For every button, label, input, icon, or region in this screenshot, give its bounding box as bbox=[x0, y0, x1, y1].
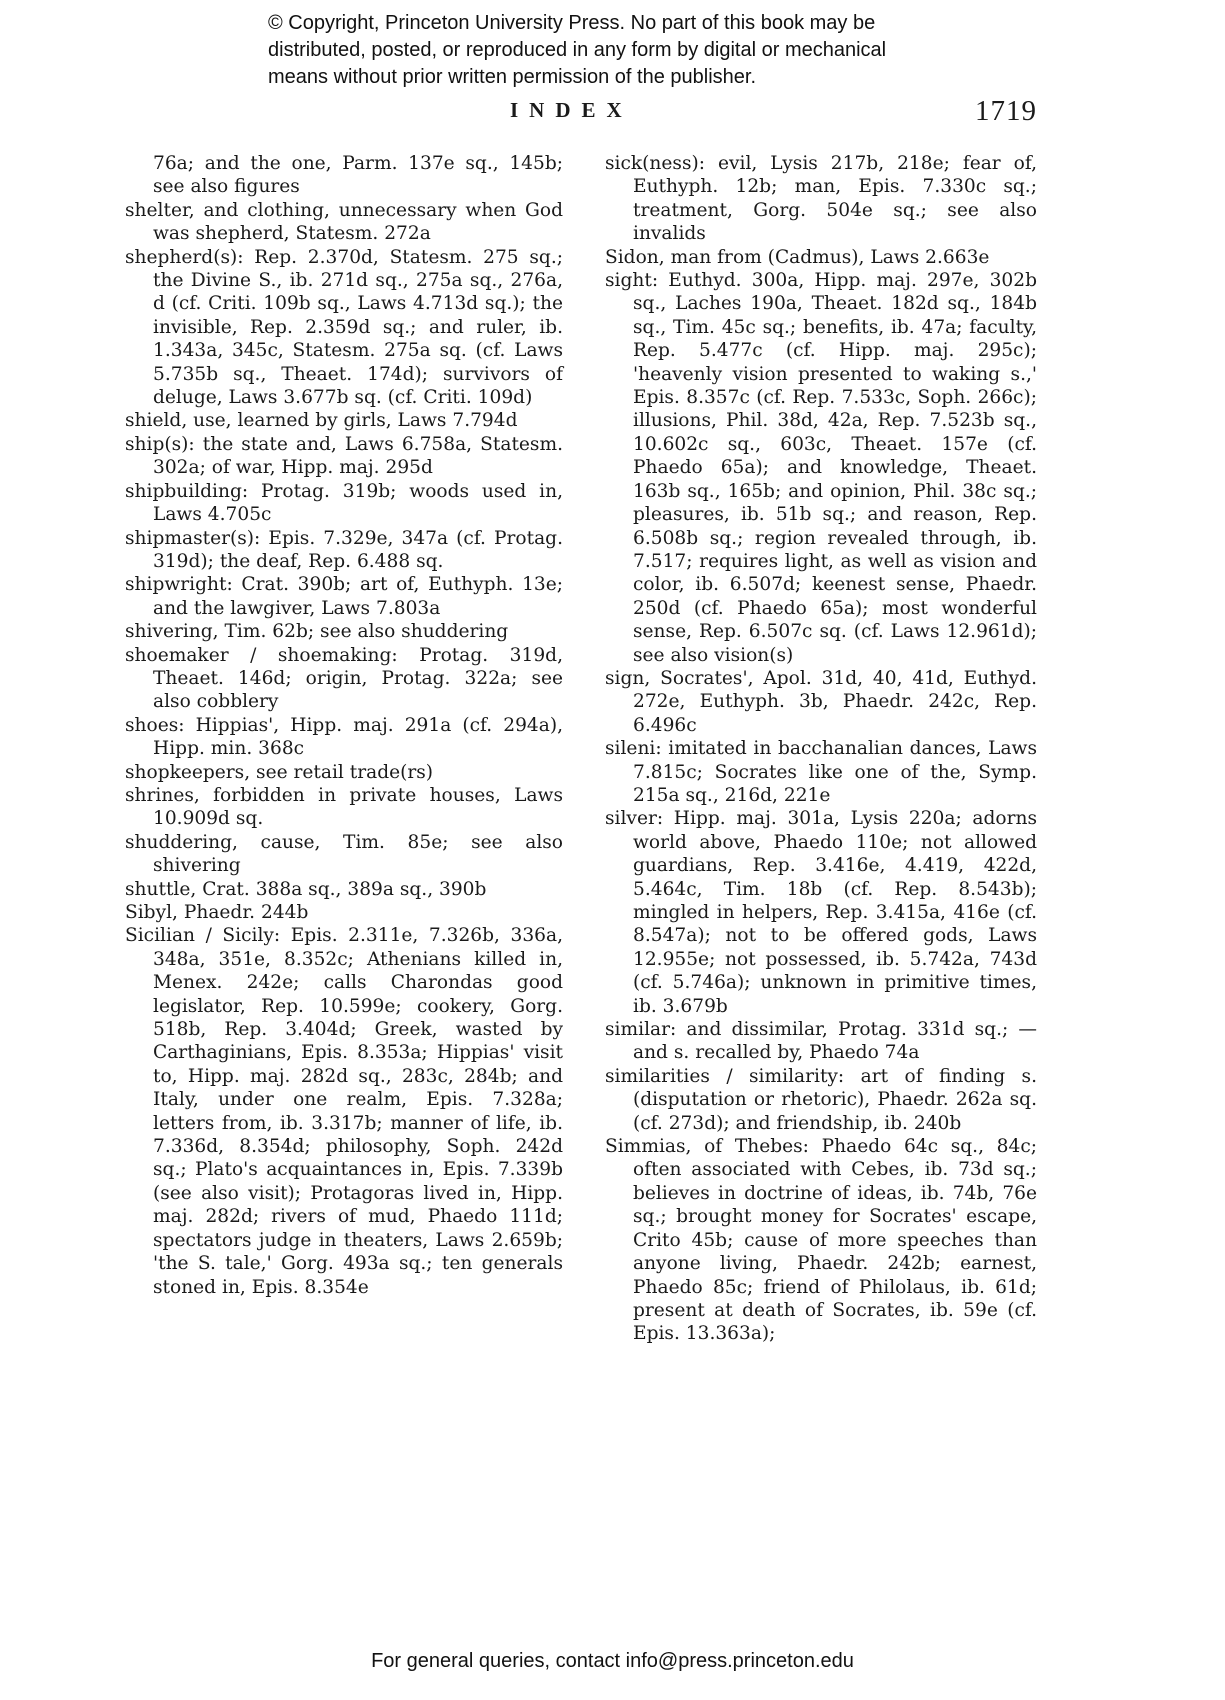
footer-contact: For general queries, contact info@press.princeton.edu bbox=[371, 1650, 854, 1672]
index-entry: sign, Socrates', Apol. 31d, 40, 41d, Euthyd. 272e, Euthyph. 3b, Phaedr. 242c, Rep. 6.496c bbox=[605, 667, 1037, 736]
index-entry: sight: Euthyd. 300a, Hipp. maj. 297e, 302b sq., Laches 190a, Theaet. 182d sq., 184b sq., Tim. 45c sq.; benefits, ib. 47a; faculty, Rep. 5.477c (cf. Hipp. maj. 295c); 'heavenly vision presented to waking s.,' Epis. 8.357c (cf. Rep. 7.533c, Soph. 266c); illusions, Phil. 38d, 42a, Rep. 7.523b sq., 10.602c sq., 603c, Theaet. 157e (cf. Phaedo 65a); and knowledge, Theaet. 163b sq., 165b; and opinion, Phil. 38c sq.; pleasures, ib. 51b sq.; and reason, Rep. 6.508b sq.; region revealed through, ib. 7.517; requires light, as well as vision and color, ib. 6.507d; keenest sense, Phaedr. 250d (cf. Phaedo 65a); most wonderful sense, Rep. 6.507c sq. (cf. Laws 12.961d); see also vision(s) bbox=[605, 270, 1037, 666]
index-entry: sick(ness): evil, Lysis 217b, 218e; fear of, Euthyph. 12b; man, Epis. 7.330c sq.; treatment, Gorg. 504e sq.; see also invalids bbox=[605, 153, 1037, 245]
index-entry: shipbuilding: Protag. 319b; woods used in, Laws 4.705c bbox=[125, 480, 563, 526]
copyright-line: © Copyright, Princeton University Press. No part of this book may be bbox=[268, 12, 876, 34]
index-entry: shelter, and clothing, unnecessary when God was shepherd, Statesm. 272a bbox=[125, 199, 563, 245]
page-title: INDEX bbox=[510, 98, 633, 122]
index-entry: silver: Hipp. maj. 301a, Lysis 220a; adorns world above, Phaedo 110e; not allowed guardians, Rep. 3.416e, 4.419, 422d, 5.464c, Tim. 18b (cf. Rep. 8.543b); mingled in helpers, Rep. 3.415a, 416e (cf. 8.547a); not to be offered gods, Laws 12.955e; not possessed, ib. 5.742a, 743d (cf. 5.746a); unknown in primitive times, ib. 3.679b bbox=[605, 808, 1037, 1017]
index-entry: shipmaster(s): Epis. 7.329e, 347a (cf. Protag. 319d); the deaf, Rep. 6.488 sq. bbox=[125, 527, 563, 572]
index-entry: Sibyl, Phaedr. 244b bbox=[125, 902, 309, 923]
index-entry: shield, use, learned by girls, Laws 7.794d bbox=[125, 410, 518, 432]
index-entry: Sicilian / Sicily: Epis. 2.311e, 7.326b, 336a, 348a, 351e, 8.352c; Athenians killed in, Menex. 242e; calls Charondas good legislator, Rep. 10.599e; cookery, Gorg. 518b, Rep. 3.404d; Greek, wasted by Carthaginians, Epis. 8.353a; Hippias' visit to, Hipp. maj. 282d sq., 283c, 284b; and Italy, under one realm, Epis. 7.328a; letters from, ib. 3.317b; manner of life, ib. 7.336d, 8.354d; philosophy, Soph. 242d sq.; Plato's acquaintances in, Epis. 7.339b (see also visit); Protagoras lived in, Hipp. maj. 282d; rivers of mud, Phaedo 111d; spectators judge in theaters, Laws 2.659b; 'the S. tale,' Gorg. 493a sq.; ten generals stoned in, Epis. 8.354e bbox=[125, 925, 563, 1298]
copyright-line: means without prior written permission of the publisher. bbox=[268, 66, 757, 88]
index-entry: 76a; and the one, Parm. 137e sq., 145b; see also figures bbox=[153, 153, 563, 198]
index-entry: shuttle, Crat. 388a sq., 389a sq., 390b bbox=[125, 878, 487, 900]
index-column-left bbox=[125, 152, 563, 1299]
copyright-line: distributed, posted, or reproduced in any form by digital or mechanical bbox=[268, 39, 887, 61]
index-column-right bbox=[605, 152, 1037, 1346]
index-entry: shoemaker / shoemaking: Protag. 319d, Theaet. 146d; origin, Protag. 322a; see also cobblery bbox=[125, 644, 563, 713]
page-number: 1719 bbox=[975, 95, 1037, 127]
index-entry: sileni: imitated in bacchanalian dances, Laws 7.815c; Socrates like one of the, Symp. 215a sq., 216d, 221e bbox=[605, 738, 1037, 806]
index-entry: shivering, Tim. 62b; see also shuddering bbox=[125, 621, 509, 643]
index-entry: Sidon, man from (Cadmus), Laws 2.663e bbox=[605, 246, 990, 268]
index-entry: shepherd(s): Rep. 2.370d, Statesm. 275 sq.; the Divine S., ib. 271d sq., 275a sq., 276a, d (cf. Criti. 109b sq., Laws 4.713d sq.); the invisible, Rep. 2.359d sq.; and ruler, ib. 1.343a, 345c, Statesm. 275a sq. (cf. Laws 5.735b sq., Theaet. 174d); survivors of deluge, Laws 3.677b sq. (cf. Criti. 109d) bbox=[125, 246, 563, 409]
running-head bbox=[0, 95, 1225, 132]
index-entry: similarities / similarity: art of finding s. (disputation or rhetoric), Phaedr. 262a sq. (cf. 273d); and friendship, ib. 240b bbox=[605, 1065, 1037, 1134]
index-entry: shrines, forbidden in private houses, Laws 10.909d sq. bbox=[125, 784, 563, 830]
index-entry: Simmias, of Thebes: Phaedo 64c sq., 84c; often associated with Cebes, ib. 73d sq.; believes in doctrine of ideas, ib. 74b, 76e sq.; brought money for Socrates' escape, Crito 45b; cause of more speeches than anyone living, Phaedr. 242b; earnest, Phaedo 85c; friend of Philolaus, ib. 61d; present at death of Socrates, ib. 59e (cf. Epis. 13.363a); bbox=[605, 1136, 1037, 1345]
copyright-notice bbox=[268, 10, 1028, 91]
index-entry: shopkeepers, see retail trade(rs) bbox=[125, 761, 434, 783]
index-entry: shuddering, cause, Tim. 85e; see also shivering bbox=[125, 831, 563, 877]
index-entry: ship(s): the state and, Laws 6.758a, Statesm. 302a; of war, Hipp. maj. 295d bbox=[125, 433, 563, 479]
index-entry: shoes: Hippias', Hipp. maj. 291a (cf. 294a), Hipp. min. 368c bbox=[125, 714, 563, 760]
index-entry: shipwright: Crat. 390b; art of, Euthyph. 13e; and the lawgiver, Laws 7.803a bbox=[125, 574, 563, 619]
index-entry: similar: and dissimilar, Protag. 331d sq.; — and s. recalled by, Phaedo 74a bbox=[605, 1019, 1037, 1064]
